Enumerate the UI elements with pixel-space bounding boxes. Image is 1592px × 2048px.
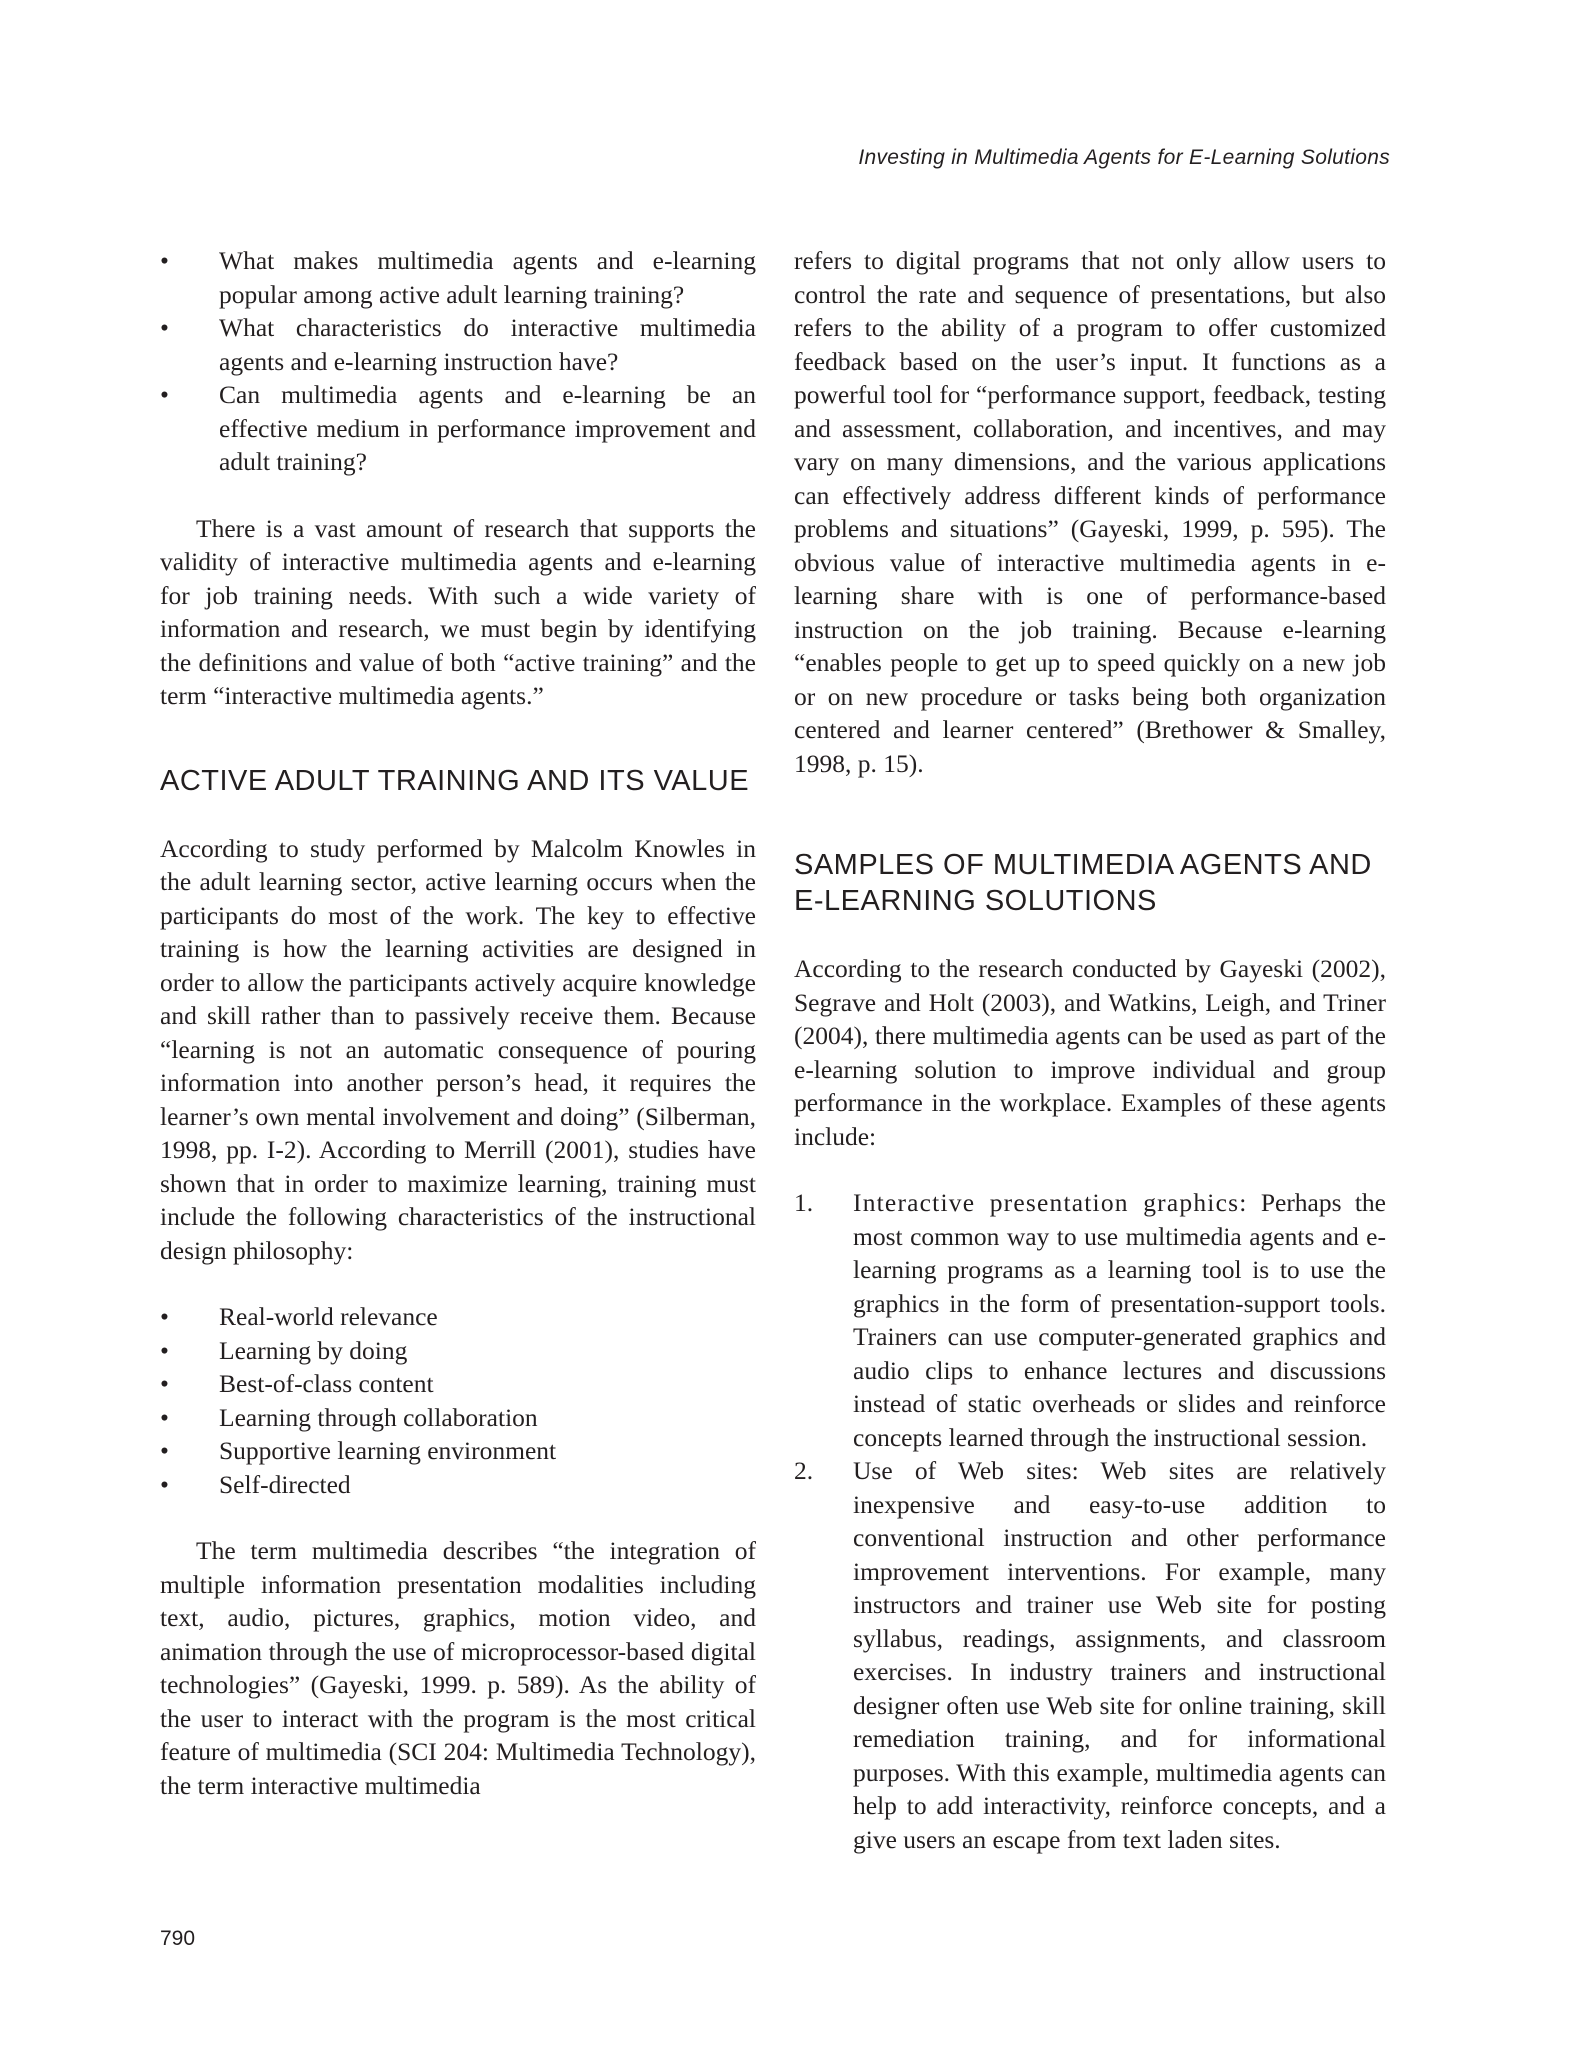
list-item: • Self-directed <box>160 1468 756 1502</box>
list-item: • Learning by doing <box>160 1334 756 1368</box>
running-header: Investing in Multimedia Agents for E-Learning Solutions <box>858 146 1390 169</box>
list-item: • Supportive learning environment <box>160 1434 756 1468</box>
bullet-icon: • <box>160 246 169 275</box>
list-item: • Can multimedia agents and e-learning be an effective medium in performance improvement and adult training? <box>160 380 756 476</box>
item-number: 2. <box>794 1456 814 1485</box>
bullet-icon: • <box>160 1469 169 1499</box>
intro-questions-list <box>160 244 756 479</box>
paragraph: refers to digital programs that not only allow users to control the rate and sequence of presentations, but also refers to the ability of a program to offer customized feedback based on the user’s input. It functions as a powerful tool for “performance support, feedback, testing and assessment, collaboration, and incentives, and may vary on many dimensions, and the various applications can effectively address different kinds of performance problems and situations” (Gayeski, 1999, p. 595). The obvious value of interactive multimedia agents in e-learning share with is one of performance-based instruction on the job training. Because e-learning “enables people to get up to speed quickly on a new job or on new procedure or tasks being both organization centered and learner centered” (Brethower & Smalley, 1998, p. 15). <box>794 246 1386 778</box>
page-number: 790 <box>160 1927 196 1950</box>
section-heading: ACTIVE ADULT TRAINING AND ITS VALUE <box>160 764 750 797</box>
bullet-icon: • <box>160 1369 169 1398</box>
list-item: • Best-of-class content <box>160 1367 756 1401</box>
bullet-icon: • <box>160 380 169 409</box>
item-text: Web sites are relatively inexpensive and easy-to-use addition to conventional instruction and other performance improvement interventions. For example, many instructors and trainer use Web site for posting syllabus, readings, assignments, and classroom exercises. In industry trainers and instructional designer often use Web site for online training, skill remediation training, and for informational purposes. With this example, multimedia agents can help to add interactivity, reinforce concepts, and a give users an escape from text laden sites. <box>853 1456 1386 1854</box>
item-title: Interactive presentation graphics: <box>853 1188 1248 1217</box>
item-text: Perhaps the most common way to use multimedia agents and e-learning programs as a learning tool is to use the graphics in the form of presentation-support tools. Trainers can use computer-generated graphics and audio clips to enhance lectures and discussions instead of static overheads or slides and reinforce concepts learned through the instructional session. <box>853 1188 1387 1452</box>
item-number: 1. <box>794 1188 814 1217</box>
list-item: • Learning through collaboration <box>160 1401 756 1435</box>
paragraph: According to the research conducted by Gayeski (2002), Segrave and Holt (2003), and Watkins, Leigh, and Triner (2004), there multimedia agents can be used as part of the e-learning solution to improve individual and group performance in the workplace. Examples of these agents include: <box>794 954 1386 1151</box>
paragraph: There is a vast amount of research that supports the validity of interactive multimedia agents and e-learning for job training needs. With such a wide variety of information and research, we must begin by identifying the definitions and value of both “active training” and the term “interactive multimedia agents.” <box>160 513 756 710</box>
list-item <box>794 1186 1386 1454</box>
bullet-icon: • <box>160 1436 169 1465</box>
section-heading: SAMPLES OF MULTIMEDIA AGENTS AND E-LEARNING SOLUTIONS <box>794 849 1372 917</box>
list-item <box>794 1454 1386 1856</box>
bullet-icon: • <box>160 1335 169 1365</box>
right-column <box>794 244 1386 1856</box>
list-item: • Real-world relevance <box>160 1300 756 1334</box>
characteristics-list <box>160 1300 756 1501</box>
list-item: • What makes multimedia agents and e-learning popular among active adult learning training? <box>160 246 756 309</box>
paragraph: According to study performed by Malcolm Knowles in the adult learning sector, active learning occurs when the participants do most of the work. The key to effective training is how the learning activities are designed in order to allow the participants actively acquire knowledge and skill rather than to passively receive them. Because “learning is not an automatic consequence of pouring information into another person’s head, it requires the learner’s own mental involvement and doing” (Silberman, 1998, pp. I-2). According to Merrill (2001), studies have shown that in order to maximize learning, training must include the following characteristics of the instructional design philosophy: <box>160 833 756 1265</box>
item-title: Use of Web sites: <box>853 1456 1079 1485</box>
list-item: • What characteristics do interactive multimedia agents and e-learning instruction have? <box>160 313 756 376</box>
left-column <box>160 244 756 1802</box>
examples-list <box>794 1186 1386 1856</box>
bullet-icon: • <box>160 1402 169 1432</box>
paragraph: The term multimedia describes “the integration of multiple information presentation modalities including text, audio, pictures, graphics, motion video, and animation through the use of microprocessor-based digital technologies” (Gayeski, 1999. p. 589). As the ability of the user to interact with the program is the most critical feature of multimedia (SCI 204: Multimedia Technology), the term interactive multimedia <box>160 1536 756 1800</box>
bullet-icon: • <box>160 313 169 342</box>
bullet-icon: • <box>160 1302 169 1331</box>
